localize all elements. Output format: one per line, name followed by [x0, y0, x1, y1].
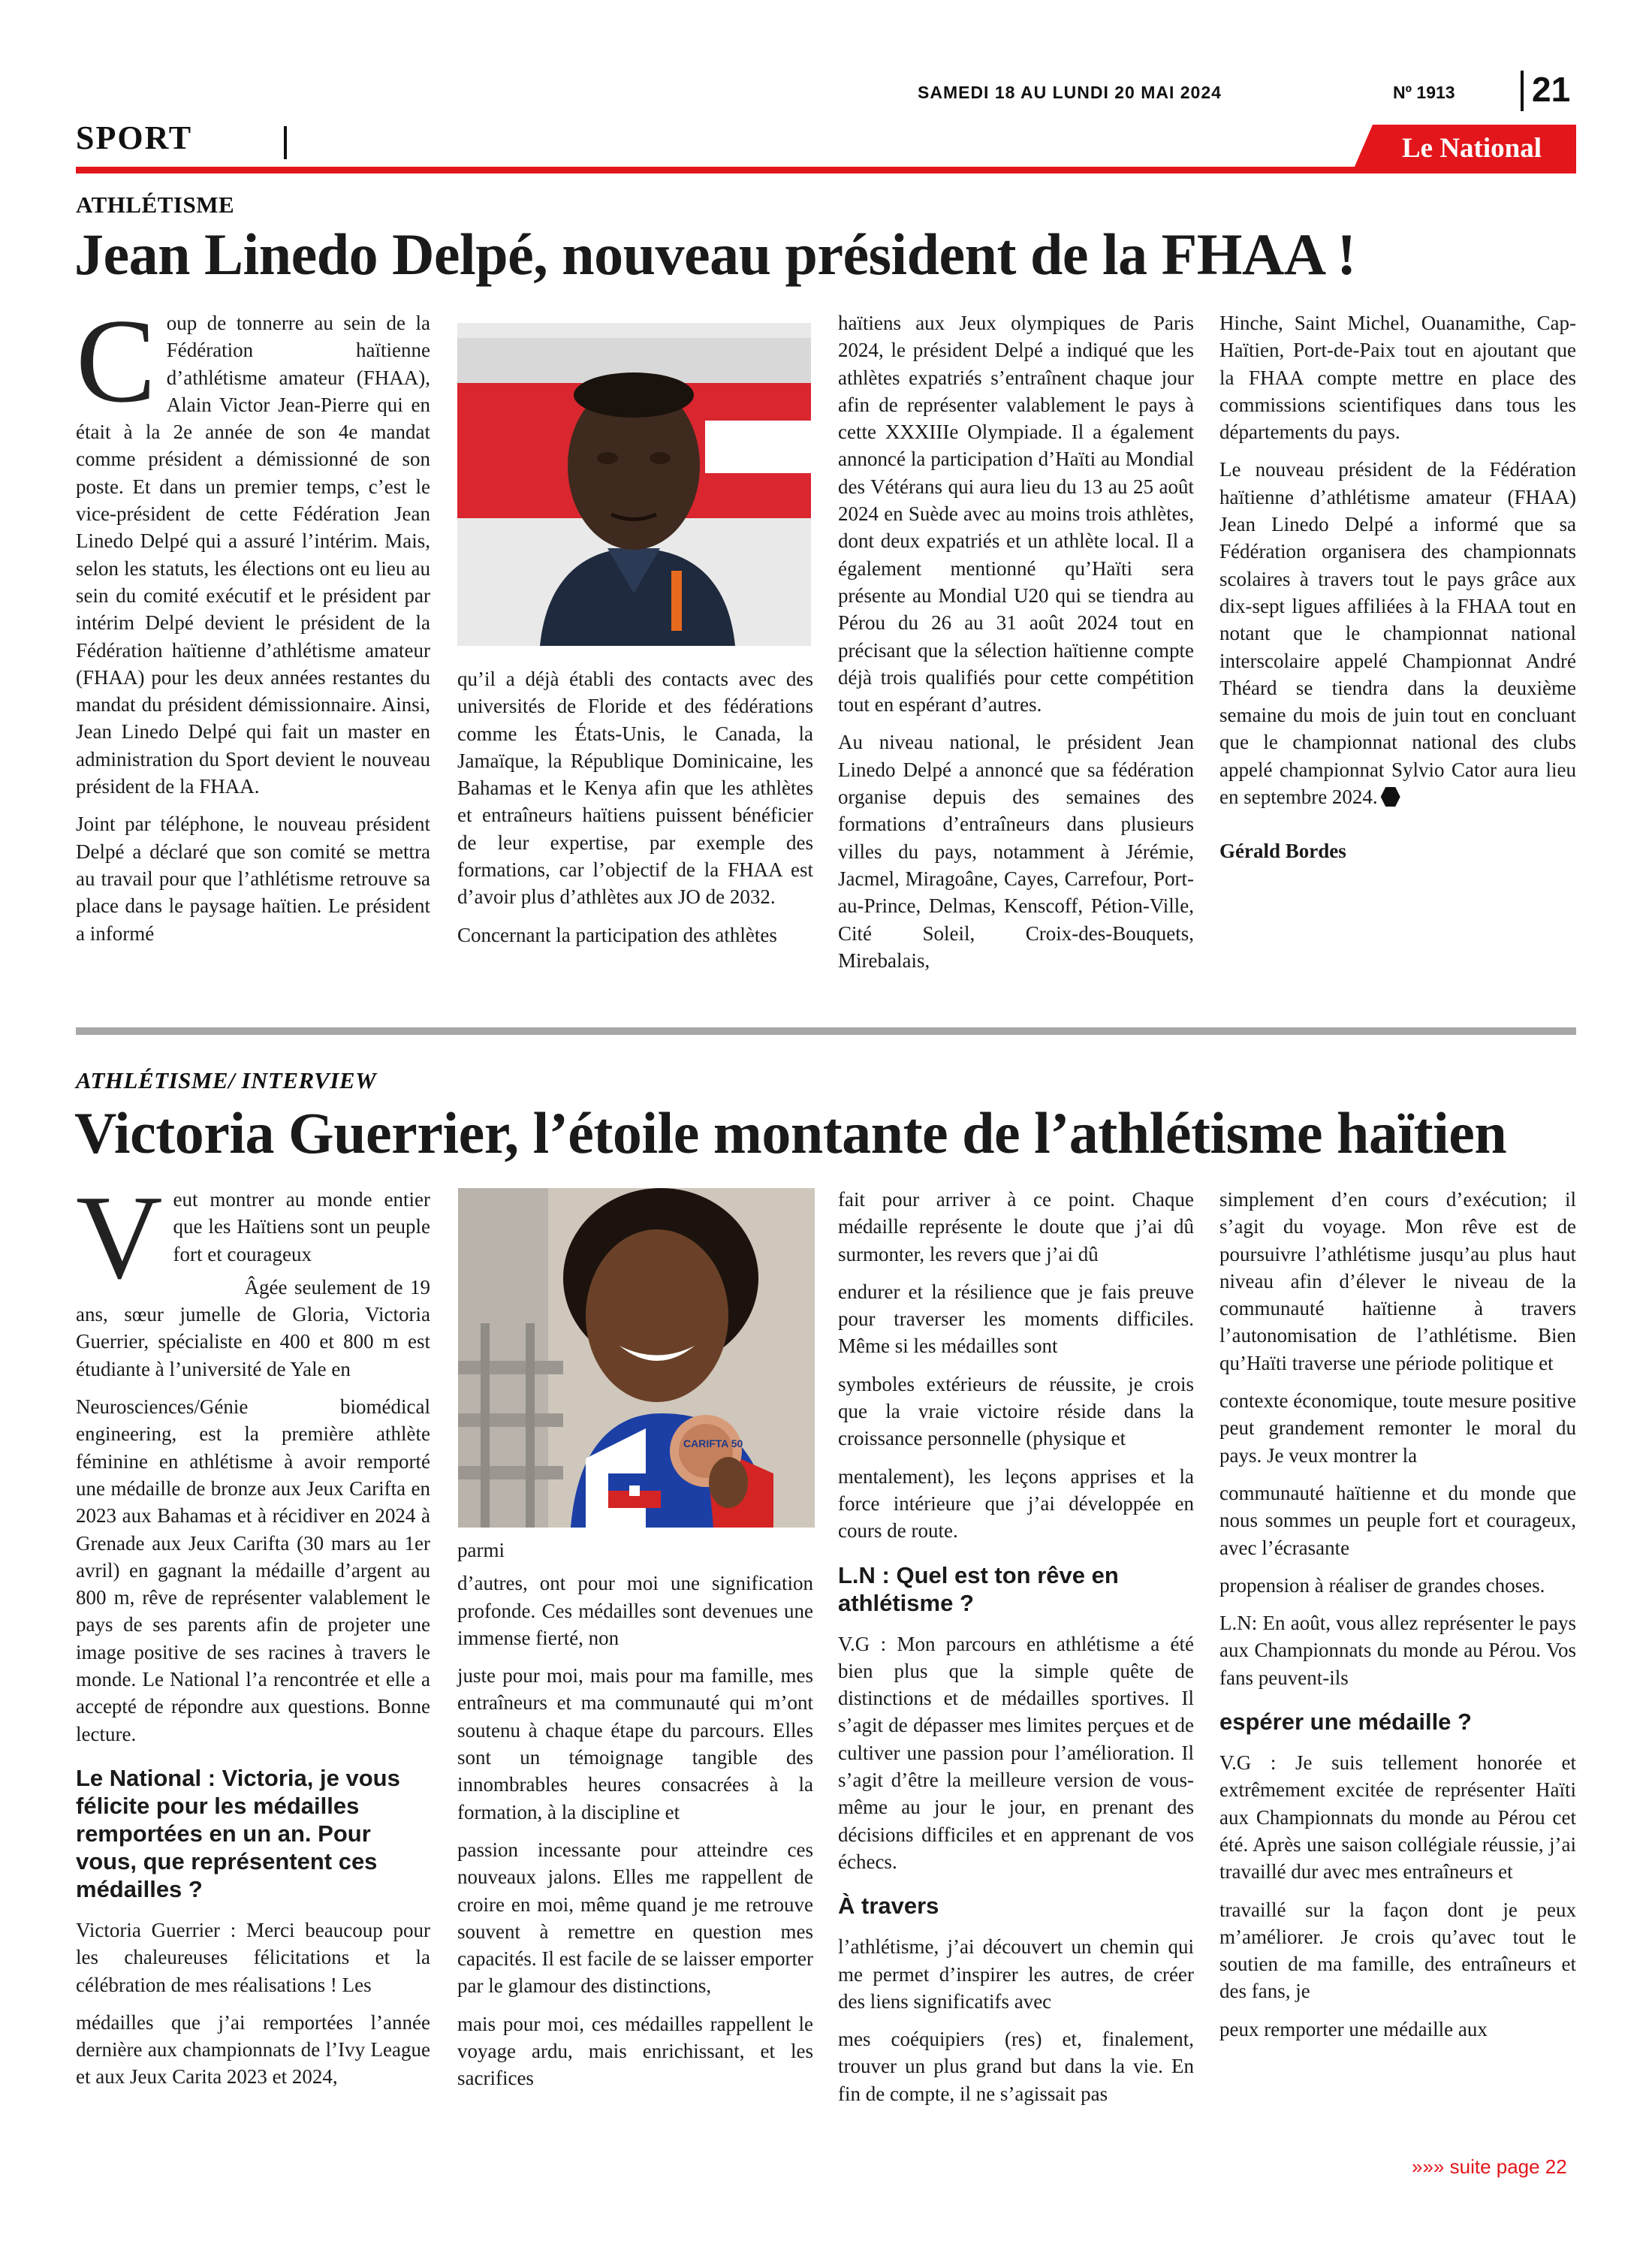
article2-paragraph: médailles que j’ai remportées l’année dernière aux championnats de l’Ivy League et aux Jeux Carita 2023 et 2024,: [76, 2010, 430, 2089]
article1-paragraph: haïtiens aux Jeux olympiques de Paris 2024, le président Delpé a indiqué que les athlètes expatriés s’entraînent chaque jour afin de représenter valablement le pays à cette XXXIIIe Olympiade. Il a également annoncé la participation d’Haïti au Mondial des Vétérans qui aura lieu du 13 au 25 août 2024 en Suède avec au moins trois athlètes, dont deux expatriés et un athlète local. Il a également mentionné qu’Haïti sera présente au Mondial U20 qui se tiendra au Pérou du 26 au 31 août 2024 tout en précisant que la sélection haïtienne compte déjà trois qualifiés pour cette compétition tout en espérant d’autres.: [838, 312, 1194, 716]
portrait-man-photo: [457, 323, 811, 646]
article1-paragraph: oup de tonnerre au sein de la Fédération haïtienne d’athlétisme amateur (FHAA), Alain Victor Jean-Pierre qui en était à la 2e année de son 4e mandat comme président a démissionné de son poste. Et dans un premier temps, c’est le vice-président de cette Fédération Jean Linedo Delpé qui a assuré l’intérim. Mais, selon les statuts, les élections ont eu lieu au sein du comité exécutif et le président par intérim Delpé devient le président de la Fédération haïtienne d’athlétisme amateur (FHAA) pour les deux années restantes du mandat du président démissionnaire. Ainsi, Jean Linedo Delpé qui fait un master en administration du Sport devient le nouveau président de la FHAA.: [76, 312, 430, 798]
header-date: SAMEDI 18 AU LUNDI 20 MAI 2024: [918, 83, 1222, 102]
article2-paragraph: mais pour moi, ces médailles rappellent le voyage ardu, mais enrichissant, et les sacrifices: [457, 2012, 813, 2090]
header-divider: [1521, 71, 1524, 111]
article2-paragraph: travaillé sur la façon dont je peux m’améliorer. Je crois qu’avec tout le soutien de ma famille, des entraîneurs et des fans, je: [1219, 1898, 1576, 2003]
end-of-article-icon: [1381, 787, 1400, 807]
article1-paragraph: Concernant la participation des athlètes: [457, 923, 777, 946]
article2-paragraph: V.G : Mon parcours en athlétisme a été bien plus que la simple quête de distinctions et de médailles sportives. Il s’agit de dépasser mes limites perçues et de cultiver une passion pour l’amélioration. Il s’agit d’être la meilleure version de vous-même au jour le jour, en prenant des décisions difficiles et en apprenant de vos échecs.: [838, 1632, 1194, 1873]
article2-paragraph: fait pour arriver à ce point. Chaque médaille représente le doute que j’ai dû surmonter, les revers que j’ai dû: [838, 1188, 1194, 1265]
article1-paragraph: Le nouveau président de la Fédération haïtienne d’athlétisme amateur (FHAA) Jean Linedo Delpé a informé que sa Fédération organisera des championnats scolaires à travers tout le pays grâce aux dix-sept ligues affiliées à la FHAA tout en notant que le championnat national interscolaire appelé Championnat André Théard se tiendra dans la deuxième semaine du mois de juin tout en concluant que le championnat national des clubs appelé championnat Sylvio Cator aura lieu en septembre 2024.: [1219, 458, 1576, 809]
article2-paragraph: mes coéquipiers (res) et, finalement, trouver un plus grand but dans la vie. En fin de compte, il ne s’agissait pas: [838, 2028, 1194, 2105]
article-divider: [76, 1027, 1576, 1035]
article2-paragraph: l’athlétisme, j’ai découvert un chemin qui me permet d’inspirer les autres, de créer des liens significatifs avec: [838, 1935, 1194, 2013]
interview-subhead: À travers: [838, 1893, 939, 1920]
athlete-medal-icon: [458, 1188, 815, 1528]
article2-paragraph: Victoria Guerrier : Merci beaucoup pour les chaleureuses félicitations et la célébration de mes réalisations ! Les: [76, 1918, 430, 1996]
article2-column-3: [838, 1186, 1194, 2118]
article2-paragraph: propension à réaliser de grandes choses.: [1219, 1573, 1545, 1597]
article2-paragraph: Neurosciences/Génie biomédical engineering, est la première athlète féminine en athlétisme à avoir remporté une médaille de bronze aux Jeux Carifta en 2023 aux Bahamas et à récidiver en 2024 à Grenade aux Jeux Carifta (30 mars au 1er avril) en gagnant la médaille d’argent au 800 m, rêve de représenter valablement le pays de ses parents afin de projeter une image positive de ses racines à travers le monde. Le National l’a rencontrée et elle a accepté de répondre aux questions. Bonne lecture.: [76, 1395, 430, 1745]
article1-paragraph: Au niveau national, le président Jean Linedo Delpé a annoncé que sa fédération organise depuis des semaines des formations d’entraîneurs dans plusieurs villes du pays, notamment à Jérémie, Jacmel, Miragoâne, Cayes, Carrefour, Port-au-Prince, Delmas, Kenscoff, Pétion-Ville, Cité Soleil, Croix-des-Bouquets, Mirebalais,: [838, 731, 1194, 972]
article2-column-2: [457, 1537, 813, 2103]
header-rule: [76, 167, 1576, 173]
article2-paragraph: Âgée seulement de 19 ans, sœur jumelle de Gloria, Victoria Guerrier, spécialiste en 400 et 800 m est étudiante à l’université de Yale en: [76, 1275, 430, 1380]
medal-text: CARIFTA 50: [683, 1437, 743, 1449]
article1-author: Gérald Bordes: [1219, 840, 1346, 863]
article1-dropcap: C: [76, 294, 156, 427]
article1-column-2: [457, 665, 813, 959]
article2-paragraph: communauté haïtienne et du monde que nous sommes un peuple fort et courageux, avec l’écrasante: [1219, 1481, 1576, 1559]
section-label: SPORT: [76, 119, 193, 156]
interview-question: Le National : Victoria, je vous félicite pour les médailles remportées en un an. Pour vous, que représentent ces médailles ?: [76, 1764, 400, 1902]
article2-paragraph: symboles extérieurs de réussite, je crois que la vraie victoire réside dans la croissance personnelle (physique et: [838, 1372, 1194, 1450]
article2-column-4: [1219, 1186, 1576, 2053]
article1-paragraph: Joint par téléphone, le nouveau président Delpé a déclaré que son comité se mettra au travail pour que l’athlétisme retrouve sa place dans le paysage haïtien. Le président a informé: [76, 813, 430, 945]
portrait-man-icon: [457, 323, 811, 646]
article1-paragraph: qu’il a déjà établi des contacts avec des universités de Floride et des fédérations comme les États-Unis, le Canada, la Jamaïque, la République Dominicaine, les Bahamas et le Kenya afin que les athlètes et entraîneurs haïtiens puissent bénéficier de leur expertise, par exemple des formations, car l’objectif de la FHAA est d’avoir plus d’athlètes aux JO de 2032.: [457, 668, 813, 909]
article1-column-4: [1219, 309, 1576, 876]
article2-paragraph: endurer et la résilience que je fais preuve pour traverser les moments difficiles. Même si les médailles sont: [838, 1280, 1194, 1358]
article2-paragraph: juste pour moi, mais pour ma famille, mes entraîneurs et ma communauté qui m’ont soutenu à chaque étape du parcours. Elles sont un témoignage tangible des innombrables heures consacrées à la formation, à la discipline et: [457, 1664, 813, 1823]
article2-paragraph: L.N: En août, vous allez représenter le pays aux Championnats du monde au Pérou. Vos fans peuvent-ils: [1219, 1612, 1576, 1689]
athlete-medal-photo: [458, 1188, 815, 1528]
article2-paragraph: eut montrer au monde entier que les Haïtiens sont un peuple fort et courageux: [173, 1188, 430, 1265]
article2-paragraph: mentalement), les leçons apprises et la force intérieure que j’ai développée en cours de route.: [838, 1464, 1194, 1543]
article2-paragraph: passion incessante pour atteindre ces nouveaux jalons. Elles me rappellent de croire en moi, même quand je me retrouve souvent à remettre en question mes capacités. Il est facile de se laisser emporter par le glamour des distinctions,: [457, 1838, 813, 1998]
article2-paragraph: peux remporter une médaille aux: [1219, 2017, 1488, 2040]
article2-paragraph: contexte économique, toute mesure positive peut grandement remonter le moral du pays. Je veux montrer la: [1219, 1389, 1576, 1467]
article1-paragraph: Hinche, Saint Michel, Ouanamithe, Cap-Haïtien, Port-de-Paix tout en ajoutant que la FHAA compte mettre en place des commissions scientifiques dans tous les départements du pays.: [1219, 312, 1576, 444]
issue-number: Nº 1913: [1393, 83, 1455, 102]
article2-column-1: [76, 1170, 430, 2101]
page-number: 21: [1532, 70, 1571, 109]
article1-column-3: [838, 309, 1194, 985]
brand-name: Le National: [1401, 133, 1542, 164]
article2-paragraph: simplement d’en cours d’exécution; il s’agit du voyage. Mon rêve est de poursuivre l’athlétisme jusqu’au plus haut niveau afin d’élever le niveau de la communauté haïtienne à travers l’autonomisation de l’athlétisme. Bien qu’Haïti traverse une période politique et: [1219, 1188, 1576, 1374]
article2-paragraph: parmi: [457, 1539, 505, 1561]
continued-link[interactable]: »»» suite page 22: [1412, 2155, 1567, 2178]
article1-column-1: [76, 294, 430, 958]
article2-title: Victoria Guerrier, l’étoile montante de l’athlétisme haïtien: [74, 1100, 1507, 1166]
article1-title: Jean Linedo Delpé, nouveau président de la FHAA !: [74, 222, 1356, 287]
article2-paragraph: V.G : Je suis tellement honorée et extrêmement excitée de représenter Haïti aux Championnats du monde au Pérou cet été. Après une saison collégiale réussie, j’ai travaillé dur avec mes entraîneurs et: [1219, 1751, 1576, 1884]
article2-paragraph: d’autres, ont pour moi une signification profonde. Ces médailles sont devenues une immense fierté, non: [457, 1572, 813, 1649]
article1-kicker: ATHLÉTISME: [76, 192, 235, 218]
section-divider: [284, 126, 287, 159]
article2-kicker: ATHLÉTISME/ INTERVIEW: [76, 1067, 377, 1093]
interview-question: espérer une médaille ?: [1219, 1709, 1472, 1736]
article2-dropcap: V: [76, 1170, 163, 1304]
interview-question: L.N : Quel est ton rêve en athlétisme ?: [838, 1561, 1119, 1616]
